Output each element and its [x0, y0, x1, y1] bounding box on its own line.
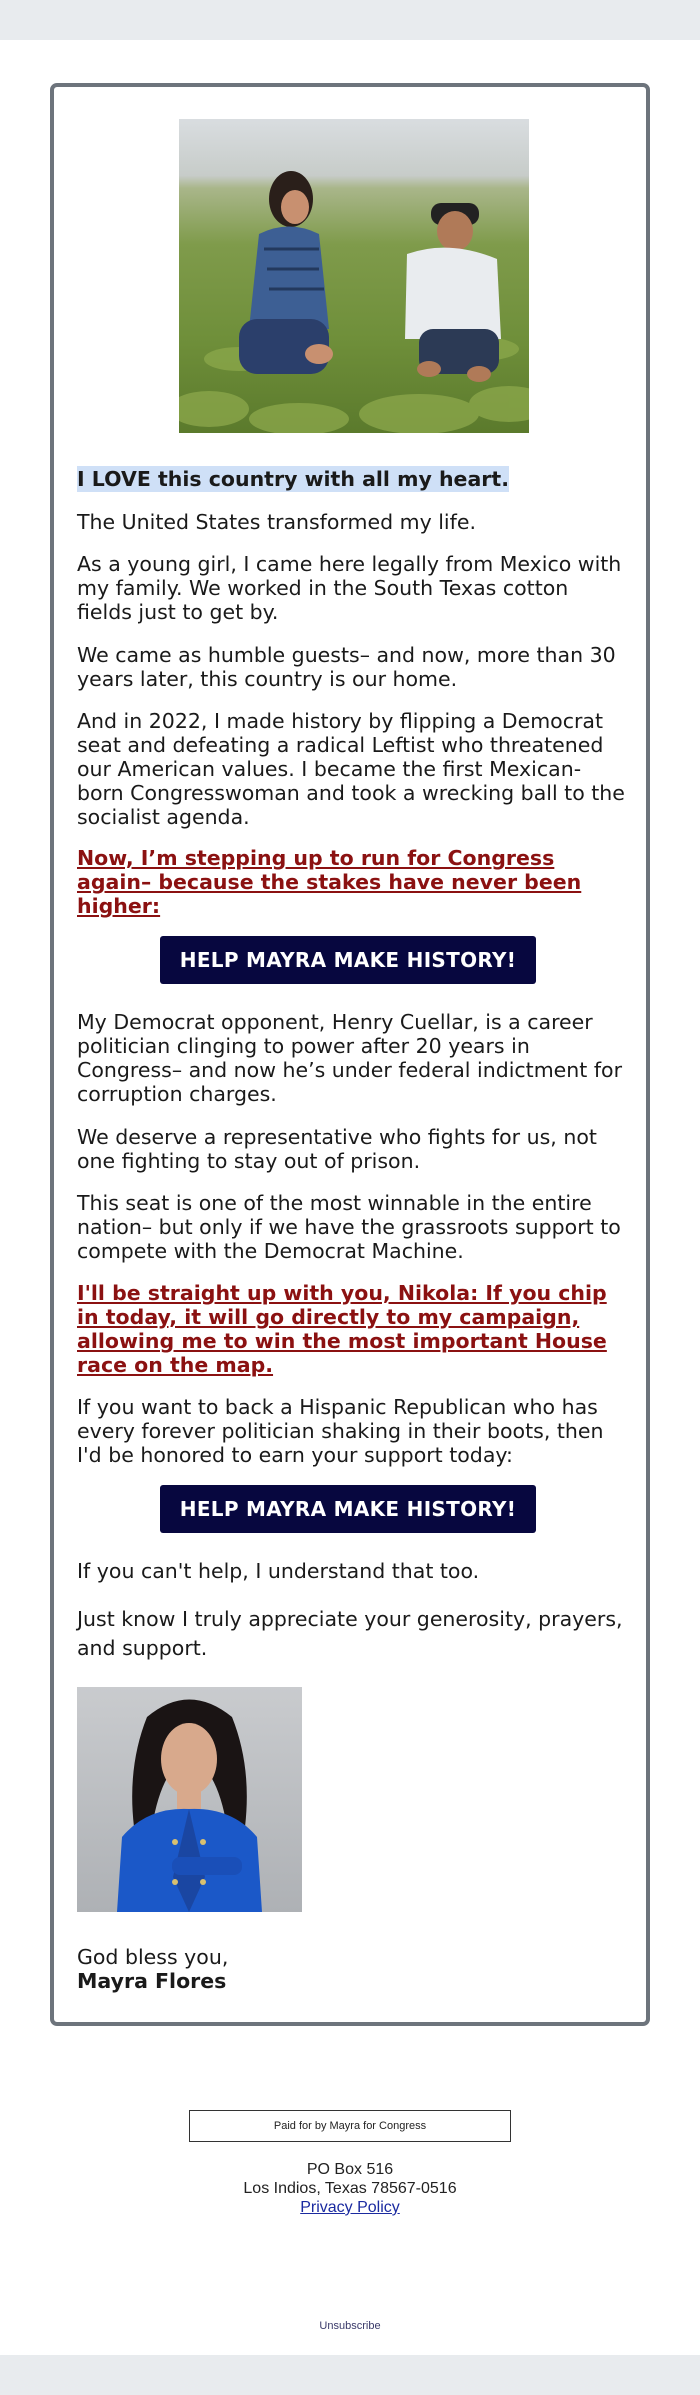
signoff: God bless you, — [77, 1945, 229, 1969]
paragraph-10: Just know I truly appreciate your generosity, prayers, and support. — [77, 1607, 623, 1660]
headline: I LOVE this country with all my heart. — [77, 467, 509, 491]
chip-in-link[interactable]: I'll be straight up with you, Nikola: If you chip in today, it will go directly to my campaign, allowing me to win the most important House race on the map. — [77, 1281, 607, 1377]
paragraph-6: We deserve a representative who fights for us, not one fighting to stay out of prison. — [77, 1125, 597, 1173]
signature: Mayra Flores — [77, 1969, 227, 1993]
link-paragraph-1 — [77, 846, 625, 918]
paragraph-7: This seat is one of the most winnable in the entire nation– but only if we have the grassroots support to compete with the Democrat Machine. — [77, 1191, 621, 1263]
hero-illustration — [179, 119, 529, 433]
headline-row — [77, 467, 625, 491]
run-for-congress-link[interactable]: Now, I’m stepping up to run for Congress again– because the stakes have never been higher: — [77, 846, 582, 918]
donate-button-2[interactable]: HELP MAYRA MAKE HISTORY! — [160, 1485, 536, 1533]
paragraph-1: The United States transformed my life. — [77, 510, 476, 534]
paragraph-4: And in 2022, I made history by flipping a Democrat seat and defeating a radical Leftist who threatened our American values. I became the first Mexican-born Congresswoman and took a wrecking ball to the socialist agenda. — [77, 709, 625, 829]
paragraph-2: As a young girl, I came here legally from Mexico with my family. We worked in the South Texas cotton fields just to get by. — [77, 552, 622, 624]
paid-for-text: Paid for by Mayra for Congress — [273, 2120, 427, 2132]
paid-for-disclaimer — [189, 2110, 511, 2142]
bottom-margin-bar — [0, 2355, 700, 2395]
paragraph-8: If you want to back a Hispanic Republican who has every forever politician shaking in their boots, then I'd be honored to earn your support today: — [77, 1395, 604, 1467]
email-card — [50, 83, 650, 2026]
unsubscribe-link[interactable]: Unsubscribe — [319, 2320, 381, 2332]
privacy-row — [0, 2198, 700, 2217]
paragraph-3: We came as humble guests– and now, more than 30 years later, this country is our home. — [77, 643, 616, 691]
city-line: Los Indios, Texas 78567-0516 — [243, 2180, 457, 2197]
privacy-policy-link[interactable]: Privacy Policy — [300, 2199, 400, 2216]
portrait-illustration — [77, 1687, 302, 1912]
candidate-portrait — [77, 1687, 302, 1912]
paragraph-9: If you can't help, I understand that too. — [77, 1559, 480, 1583]
hero-farm-photo — [179, 119, 529, 433]
po-box: PO Box 516 — [306, 2161, 394, 2178]
donate-button-1[interactable]: HELP MAYRA MAKE HISTORY! — [160, 936, 536, 984]
link-paragraph-2 — [77, 1281, 625, 1377]
top-margin-bar — [0, 0, 700, 40]
paragraph-5: My Democrat opponent, Henry Cuellar, is a career politician clinging to power after 20 years in Congress– and now he’s under federal indictment for corruption charges. — [77, 1010, 623, 1106]
